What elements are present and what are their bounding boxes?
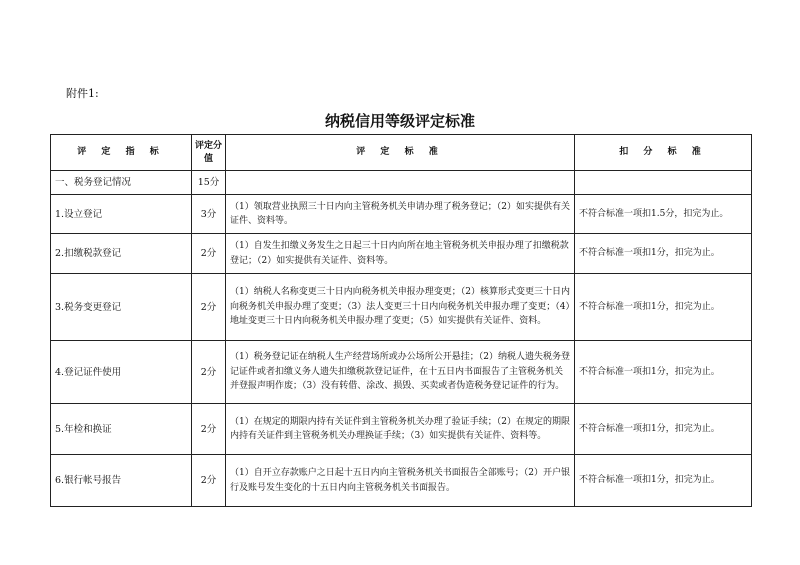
indicator-cell: 2.扣缴税款登记 (51, 234, 192, 274)
criteria-table (50, 134, 752, 507)
table-row (51, 455, 752, 507)
standard-cell: （1）领取营业执照三十日内向主管税务机关申请办理了税务登记；（2）如实提供有关证件、资料等。 (226, 195, 575, 234)
indicator-cell: 6.银行帐号报告 (51, 455, 192, 507)
document-title: 纳税信用等级评定标准 (324, 112, 475, 130)
header-row (51, 135, 752, 171)
table-row (51, 274, 752, 341)
header-deduction: 扣 分 标 准 (575, 135, 752, 171)
score-cell: 2分 (192, 404, 226, 455)
deduction-cell: 不符合标准一项扣1分，扣完为止。 (575, 404, 752, 455)
attachment-label: 附件1: (66, 87, 99, 100)
score-cell: 2分 (192, 234, 226, 274)
indicator-cell: 5.年检和换证 (51, 404, 192, 455)
standard-cell: （1）在规定的期限内持有关证件到主管税务机关办理了验证手续；（2）在规定的期限内持有关证件到主管税务机关办理换证手续；（3）如实提供有关证件、资料等。 (226, 404, 575, 455)
deduction-cell: 不符合标准一项扣1分，扣完为止。 (575, 234, 752, 274)
indicator-cell: 1.设立登记 (51, 195, 192, 234)
table-row (51, 341, 752, 404)
indicator-cell: 一、税务登记情况 (51, 171, 192, 195)
table-row (51, 195, 752, 234)
deduction-cell (575, 171, 752, 195)
header-standard: 评 定 标 准 (226, 135, 575, 171)
table-row (51, 234, 752, 274)
header-indicator: 评 定 指 标 (51, 135, 192, 171)
header-score: 评定分值 (192, 135, 226, 171)
table-row (51, 171, 752, 195)
deduction-cell: 不符合标准一项扣1分，扣完为止。 (575, 455, 752, 507)
deduction-cell: 不符合标准一项扣1分，扣完为止。 (575, 341, 752, 404)
standard-cell: （1）纳税人名称变更三十日内向税务机关申报办理变更；（2）核算形式变更三十日内向税务机关申报办理了变更；（3）法人变更三十日内向税务机关申报办理了变更；（4）地址变更三十日内向税务机关申报办理了变更；（5）如实提供有关证件、资料。 (226, 274, 575, 341)
standard-cell: （1）自开立存款账户之日起十五日内向主管税务机关书面报告全部账号；（2）开户银行及账号发生变化的十五日内向主管税务机关书面报告。 (226, 455, 575, 507)
score-cell: 3分 (192, 195, 226, 234)
deduction-cell: 不符合标准一项扣1.5分，扣完为止。 (575, 195, 752, 234)
score-cell: 15分 (192, 171, 226, 195)
standard-cell: （1）税务登记证在纳税人生产经营场所或办公场所公开悬挂；（2）纳税人遗失税务登记证件或者扣缴义务人遗失扣缴税款登记证件，在十五日内书面报告了主管税务机关并登报声明作废；（3）没有转借、涂改、损毁、买卖或者伪造税务登记证件的行为。 (226, 341, 575, 404)
table-row (51, 404, 752, 455)
deduction-cell: 不符合标准一项扣1分，扣完为止。 (575, 274, 752, 341)
standard-cell: （1）自发生扣缴义务发生之日起三十日内向所在地主管税务机关申报办理了扣缴税款登记；（2）如实提供有关证件、资料等。 (226, 234, 575, 274)
score-cell: 2分 (192, 341, 226, 404)
indicator-cell: 4.登记证件使用 (51, 341, 192, 404)
score-cell: 2分 (192, 455, 226, 507)
score-cell: 2分 (192, 274, 226, 341)
indicator-cell: 3.税务变更登记 (51, 274, 192, 341)
standard-cell (226, 171, 575, 195)
